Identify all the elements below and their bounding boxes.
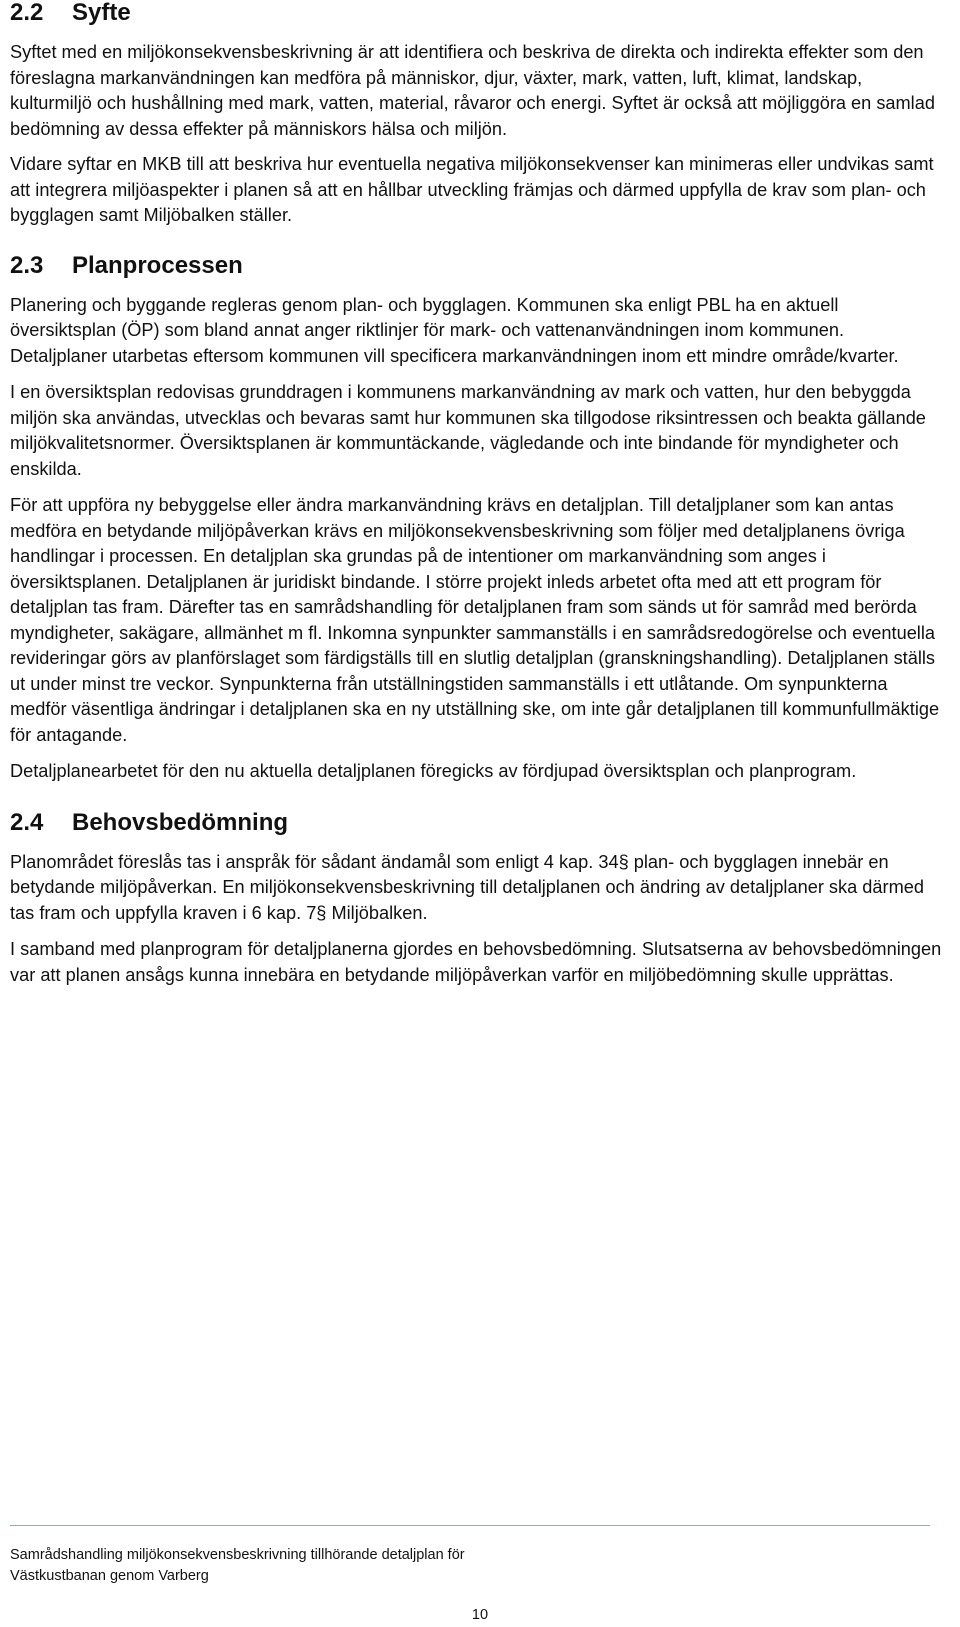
footer-divider [10, 1525, 930, 1526]
page-number: 10 [471, 1607, 489, 1623]
section-heading-syfte [10, 0, 945, 28]
section-title: Syfte [72, 0, 131, 26]
paragraph: Planområdet föreslås tas i anspråk för sådant ändamål som enligt 4 kap. 34§ plan- och bygglagen innebär en betydande miljöpåverkan. En miljökonsekvensbeskrivning till detaljplanen och ändring av detaljplaner ska därmed tas fram och uppfylla kraven i 6 kap. 7§ Miljöbalken. [10, 851, 924, 923]
section-heading-planprocessen [10, 251, 945, 281]
section-title: Planprocessen [72, 251, 243, 279]
paragraph: Detaljplanearbetet för den nu aktuella detaljplanen föregicks av fördjupad översiktsplan och planprogram. [10, 761, 857, 781]
paragraph: För att uppföra ny bebyggelse eller ändra markanvändning krävs en detaljplan. Till detaljplaner som kan antas medföra en betydande miljöpåverkan krävs en miljökonsekvensbeskrivning som följer med detaljplanens övriga handlingar i processen. En detaljplan ska grundas på de intentioner om markanvändning som anges i översiktsplanen. Detaljplanen är juridiskt bindande. I större projekt inleds arbetet ofta med att ett program för detaljplan tas fram. Därefter tas en samrådshandling för detaljplanen fram som sänds ut för samråd med berörda myndigheter, sakägare, allmänhet m fl. Inkomna synpunkter sammanställs i en samrådsredogörelse och eventuella revideringar görs av planförslaget som färdigställs till en slutlig detaljplan (granskningshandling). Detaljplanen ställs ut under minst tre veckor. Synpunkterna från utställningstiden sammanställs i ett utlåtande. Om synpunkterna medför väsentliga ändringar i detaljplanen ska en ny utställning ske, om inte går detaljplanen till kommunfullmäktige för antagande. [10, 495, 940, 745]
section-title: Behovsbedömning [72, 808, 289, 836]
document-body [10, 0, 945, 988]
page-footer [10, 1545, 710, 1587]
section-heading-behovsbedomning [10, 808, 945, 838]
footer-line: Samrådshandling miljökonsekvensbeskrivning tillhörande detaljplan för [10, 1547, 465, 1563]
paragraph: Vidare syftar en MKB till att beskriva hur eventuella negativa miljökonsekvenser kan minimeras eller undvikas samt att integrera miljöaspekter i planen så att en hållbar utveckling främjas och därmed uppfylla de krav som plan- och bygglagen samt Miljöbalken ställer. [10, 154, 934, 225]
paragraph: I samband med planprogram för detaljplanerna gjordes en behovsbedömning. Slutsatserna av behovsbedömningen var att planen ansågs kunna innebära en betydande miljöpåverkan varför en miljöbedömning skulle upprättas. [10, 939, 942, 985]
paragraph: Planering och byggande regleras genom plan- och bygglagen. Kommunen ska enligt PBL ha en aktuell översiktsplan (ÖP) som bland annat anger riktlinjer för mark- och vattenanvändningen inom kommunen. Detaljplaner utarbetas eftersom kommunen vill specificera markanvändningen inom ett mindre område/kvarter. [10, 294, 899, 366]
paragraph: I en översiktsplan redovisas grunddragen i kommunens markanvändning av mark och vatten, hur den bebyggda miljön ska användas, utvecklas och bevaras samt hur kommunen ska tillgodose riksintressen och beakta gällande miljökvalitetsnormer. Översiktsplanen är kommuntäckande, vägledande och inte bindande för myndigheter och enskilda. [10, 382, 926, 479]
section-number: 2.4 [10, 808, 44, 836]
section-number: 2.2 [10, 0, 44, 26]
section-number: 2.3 [10, 251, 44, 279]
footer-line: Västkustbanan genom Varberg [10, 1568, 209, 1584]
paragraph: Syftet med en miljökonsekvensbeskrivning är att identifiera och beskriva de direkta och indirekta effekter som den föreslagna markanvändningen kan medföra på människor, djur, växter, mark, vatten, luft, klimat, landskap, kulturmiljö och hushållning med mark, vatten, material, råvaror och energi. Syftet är också att möjliggöra en samlad bedömning av dessa effekter på människors hälsa och miljön. [10, 42, 935, 139]
